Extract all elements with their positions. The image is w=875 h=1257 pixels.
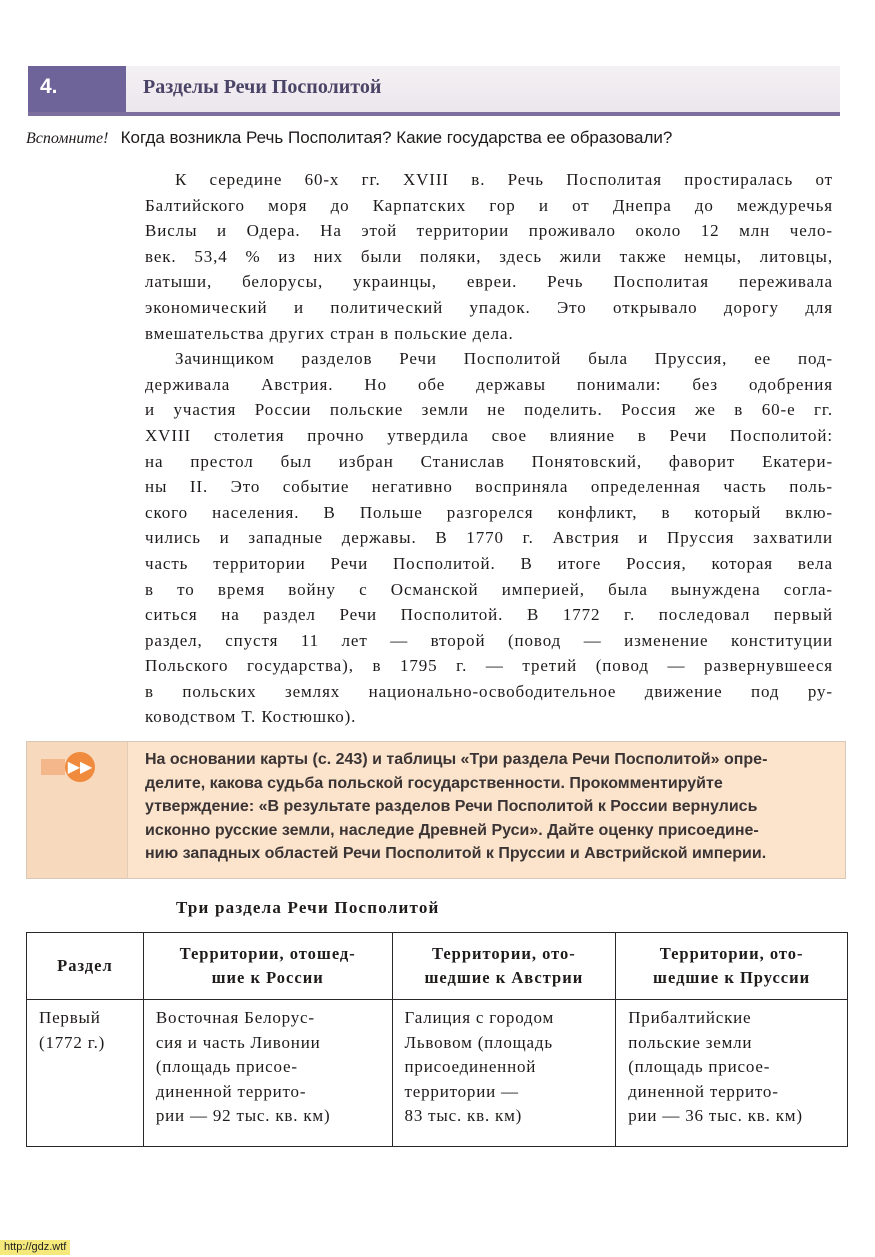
cell-line: (площадь присое- (628, 1057, 771, 1076)
cell-line: диненной террито- (628, 1081, 779, 1101)
header-line: Территории, отошед- (179, 944, 356, 963)
text-line: ского населения. В Польше разгорелся конфликт, в который вклю- (145, 502, 833, 522)
text-line: К середине 60-х гг. XVIII в. Речь Посполитая простиралась от (175, 170, 833, 189)
header-prussia (616, 933, 848, 1000)
section-title: Разделы Речи Посполитой (143, 76, 382, 98)
text-line: часть территории Речи Посполитой. В итоге Россия, которая вела (145, 553, 833, 573)
header-line: шедшие к Пруссии (653, 968, 811, 987)
header-austria (392, 933, 616, 1000)
header-partition (27, 933, 144, 1000)
text-line: чились и западные державы. В 1770 г. Австрия и Пруссия захватили (145, 528, 833, 548)
text-line: Польского государства), в 1795 г. — третий (повод — развернувшееся (145, 656, 833, 676)
cell-line: (площадь присое- (155, 1057, 298, 1076)
task-icon-stripe (41, 759, 65, 775)
header-line: шие к России (211, 968, 324, 987)
cell-line: Восточная Белорус- (155, 1008, 315, 1027)
cell-line: 83 тыс. кв. км) (404, 1106, 523, 1125)
task-line: На основании карты (с. 243) и таблицы «Три раздела Речи Посполитой» опре- (145, 751, 768, 768)
header-line: Территории, ото- (659, 944, 804, 963)
text-line: XVIII столетия прочно утвердила свое влияние в Речи Посполитой: (145, 425, 833, 445)
text-line: латыши, белорусы, украинцы, евреи. Речь Посполитая переживала (145, 272, 833, 292)
table-header-row (27, 933, 848, 1000)
cell-line: (1772 г.) (39, 1032, 106, 1052)
table-title: Три раздела Речи Посполитой (176, 898, 440, 917)
task-line: делите, какова судьба польской государственности. Прокомментируйте (145, 774, 723, 792)
header-line: шедшие к Австрии (424, 968, 584, 987)
text-line: держивала Австрия. Но обе державы понимали: без одобрения (145, 374, 833, 394)
text-line: ководством Т. Костюшко). (145, 707, 357, 727)
task-line: исконно русские земли, наследие Древней Руси». Дайте оценку присоедине- (145, 821, 759, 839)
task-box (26, 741, 846, 879)
cell-partition (27, 1000, 144, 1147)
task-icon-area (27, 742, 128, 878)
recall-label: Вспомните! (26, 130, 109, 147)
task-line: нию западных областей Речи Посполитой к Пруссии и Австрийской империи. (145, 845, 767, 863)
cell-line: Первый (39, 1008, 101, 1027)
section-header (28, 66, 840, 116)
cell-line: Львовом (площадь (404, 1032, 553, 1052)
text-line: век. 53,4 % из них были поляки, здесь жили также немцы, литовцы, (145, 246, 833, 266)
partitions-table (26, 932, 848, 1147)
task-line: утверждение: «В результате разделов Речи Посполитой к России вернулись (145, 798, 758, 816)
text-line: Вислы и Одера. На этой территории проживало около 12 млн чело- (145, 221, 833, 241)
paragraph-1 (145, 167, 833, 346)
watermark-link[interactable]: http://gdz.wtf (0, 1240, 70, 1255)
section-number: 4. (28, 66, 126, 112)
text-line: раздел, спустя 11 лет — второй (повод — изменение конституции (145, 630, 833, 650)
text-line: в польских землях национально-освободительное движение под ру- (145, 681, 833, 701)
paragraph-2 (145, 346, 833, 730)
recall-prompt (26, 128, 856, 154)
text-line: ны II. Это событие негативно восприняла определенная часть поль- (145, 477, 833, 497)
cell-prussia (616, 1000, 848, 1147)
cell-line: рии — 36 тыс. кв. км) (628, 1106, 803, 1125)
text-line: на престол был избран Станислав Понятовский, фаворит Екатери- (145, 451, 833, 471)
cell-line: сия и часть Ливонии (155, 1032, 321, 1052)
table-row (27, 1000, 848, 1147)
cell-line: Галиция с городом (404, 1008, 554, 1027)
text-line: Балтийского моря до Карпатских гор и от Днепра до междуречья (145, 195, 833, 215)
cell-line: польские земли (628, 1032, 753, 1052)
body-text (145, 167, 833, 730)
header-line: Территории, ото- (431, 944, 576, 963)
header-line: Раздел (57, 956, 113, 975)
cell-russia (143, 1000, 392, 1147)
text-line: и участия России польские земли не поделить. Россия же в 60-е гг. (145, 400, 833, 420)
cell-line: диненной террито- (155, 1081, 307, 1101)
fast-forward-icon: ▶▶ (65, 752, 95, 782)
cell-line: Прибалтийские (628, 1008, 752, 1027)
text-line: ситься на раздел Речи Посполитой. В 1772 г. последовал первый (145, 605, 833, 625)
recall-question: Когда возникла Речь Посполитая? Какие государства ее образовали? (120, 128, 673, 147)
cell-line: присоединенной (404, 1057, 537, 1076)
cell-line: территории — (404, 1081, 519, 1101)
task-text (145, 748, 835, 866)
text-line: в то время войну с Османской империей, была вынуждена согла- (145, 579, 833, 599)
text-line: Зачинщиком разделов Речи Посполитой была Пруссия, ее под- (175, 349, 833, 369)
text-line: экономический и политический упадок. Это открывало дорогу для (145, 297, 833, 317)
text-line: вмешательства других стран в польские дела. (145, 323, 514, 343)
cell-austria (392, 1000, 616, 1147)
cell-line: рии — 92 тыс. кв. км) (155, 1106, 331, 1125)
header-russia (143, 933, 392, 1000)
